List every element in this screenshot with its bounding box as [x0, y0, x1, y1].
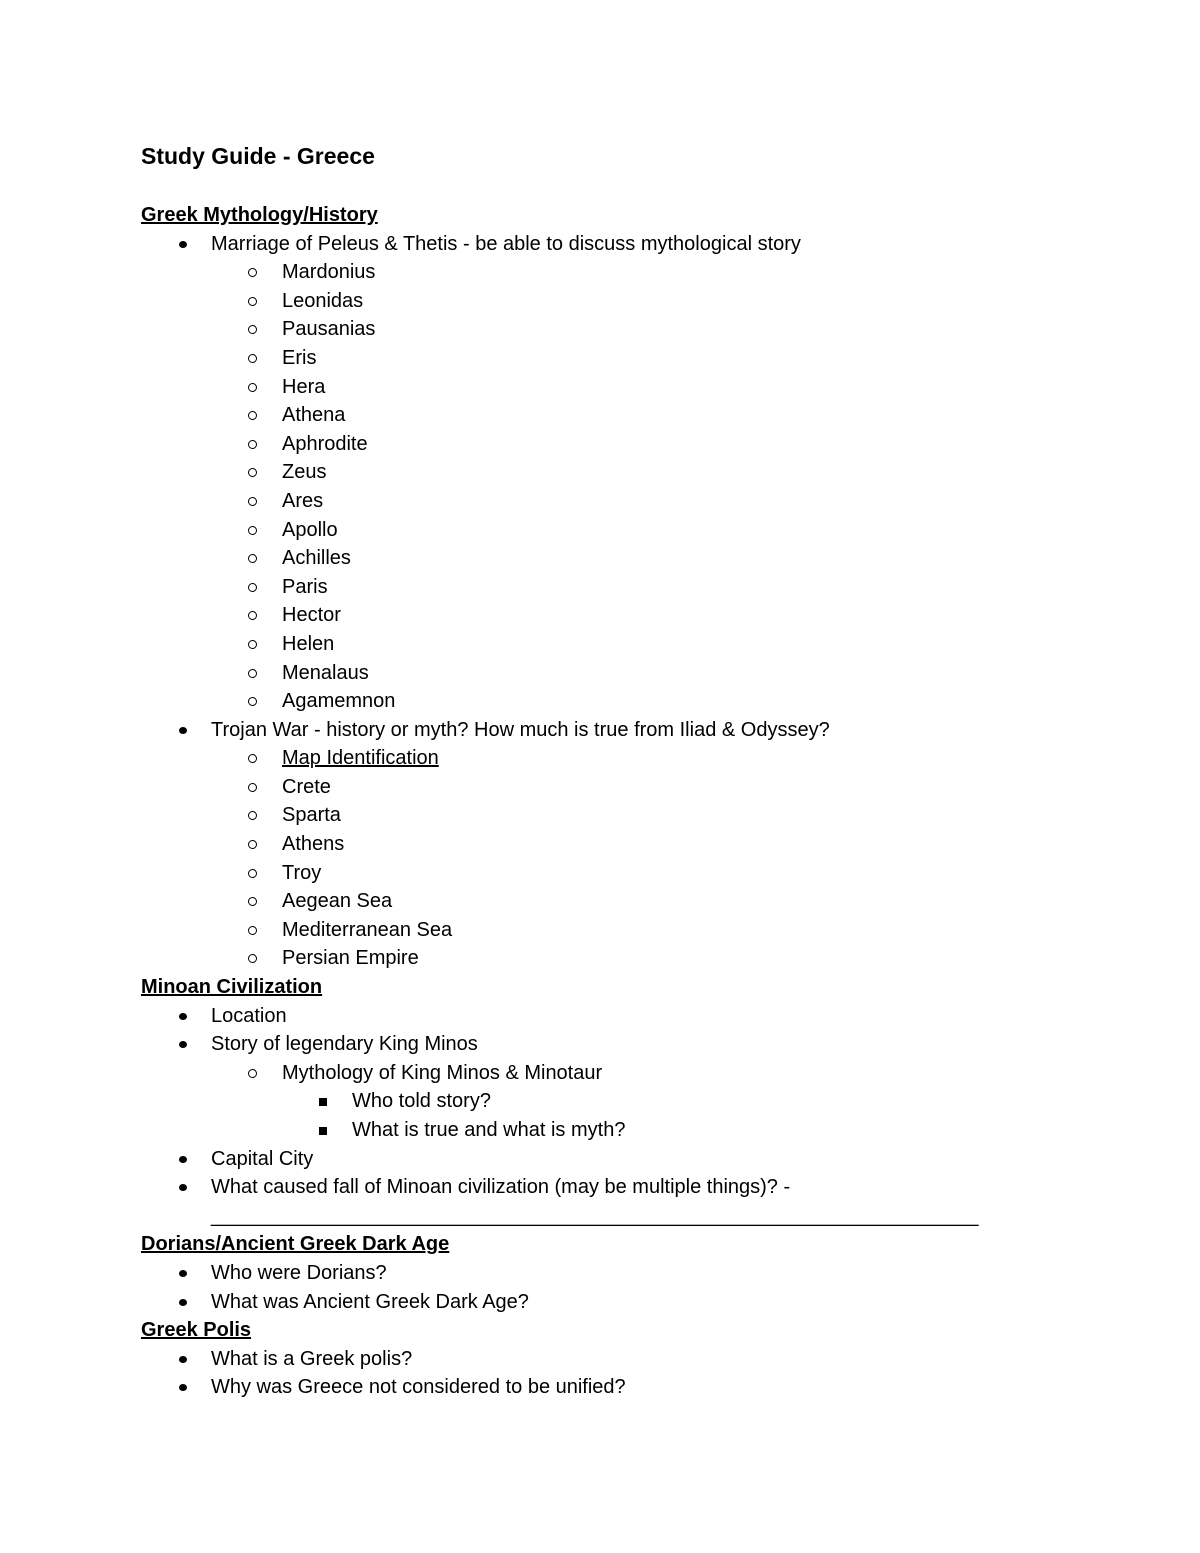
- bullet-disc-icon: [179, 1184, 187, 1191]
- list-item: Mythology of King Minos & Minotaur: [0, 1059, 1200, 1088]
- bullet-circle-icon: [248, 383, 257, 392]
- bullet-disc-icon: [179, 1156, 187, 1163]
- page-title: Study Guide - Greece: [141, 143, 375, 169]
- list-item: Crete: [0, 773, 1200, 802]
- list-item: Pausanias: [0, 315, 1200, 344]
- bullet-circle-icon: [248, 954, 257, 963]
- list-item: Capital City: [0, 1145, 1200, 1174]
- list-item: Troy: [0, 859, 1200, 888]
- list-item: Hector: [0, 601, 1200, 630]
- list-item: Apollo: [0, 516, 1200, 545]
- list-item: Achilles: [0, 544, 1200, 573]
- list-item: What is a Greek polis?: [0, 1345, 1200, 1374]
- list-item: Trojan War - history or myth? How much is true from Iliad & Odyssey?: [0, 716, 1200, 745]
- section-heading-dorians: Dorians/Ancient Greek Dark Age: [141, 1233, 450, 1256]
- bullet-circle-icon: [248, 754, 257, 763]
- bullet-disc-icon: [179, 1270, 187, 1277]
- list-item: Mardonius: [0, 258, 1200, 287]
- bullet-disc-icon: [179, 727, 187, 734]
- bullet-disc-icon: [179, 1384, 187, 1391]
- list-item: Helen: [0, 630, 1200, 659]
- list-item: Story of legendary King Minos: [0, 1030, 1200, 1059]
- list-item: Paris: [0, 573, 1200, 602]
- bullet-circle-icon: [248, 497, 257, 506]
- bullet-square-icon: [319, 1127, 327, 1135]
- list-item: Eris: [0, 344, 1200, 373]
- bullet-circle-icon: [248, 268, 257, 277]
- bullet-disc-icon: [179, 1041, 187, 1048]
- list-item: What was Ancient Greek Dark Age?: [0, 1288, 1200, 1317]
- bullet-disc-icon: [179, 1299, 187, 1306]
- bullet-circle-icon: [248, 554, 257, 563]
- list-item: What is true and what is myth?: [0, 1116, 1200, 1145]
- bullet-circle-icon: [248, 354, 257, 363]
- list-item: [0, 744, 1200, 773]
- list-item: What caused fall of Minoan civilization (may be multiple things)? -: [0, 1173, 1200, 1202]
- list-item: Aegean Sea: [0, 887, 1200, 916]
- bullet-circle-icon: [248, 811, 257, 820]
- bullet-circle-icon: [248, 583, 257, 592]
- map-identification-heading: Map Identification: [282, 747, 439, 770]
- bullet-square-icon: [319, 1098, 327, 1106]
- bullet-circle-icon: [248, 526, 257, 535]
- bullet-disc-icon: [179, 241, 187, 248]
- list-item: Who told story?: [0, 1087, 1200, 1116]
- bullet-circle-icon: [248, 697, 257, 706]
- list-item: Location: [0, 1002, 1200, 1031]
- bullet-circle-icon: [248, 783, 257, 792]
- bullet-circle-icon: [248, 325, 257, 334]
- list-item: Ares: [0, 487, 1200, 516]
- list-item: Aphrodite: [0, 430, 1200, 459]
- bullet-circle-icon: [248, 611, 257, 620]
- bullet-circle-icon: [248, 440, 257, 449]
- list-item: Agamemnon: [0, 687, 1200, 716]
- list-item: Marriage of Peleus & Thetis - be able to discuss mythological story: [0, 230, 1200, 259]
- list-item: Who were Dorians?: [0, 1259, 1200, 1288]
- bullet-circle-icon: [248, 411, 257, 420]
- list-item: Sparta: [0, 801, 1200, 830]
- section-heading-polis: Greek Polis: [141, 1319, 252, 1342]
- document-body: [0, 201, 1200, 1402]
- list-item: Zeus: [0, 458, 1200, 487]
- bullet-disc-icon: [179, 1356, 187, 1363]
- section-heading-minoan: Minoan Civilization: [141, 976, 323, 999]
- bullet-disc-icon: [179, 1013, 187, 1020]
- bullet-circle-icon: [248, 669, 257, 678]
- answer-blank-line: _____________________________________________________________________: [211, 1204, 979, 1227]
- list-item: Leonidas: [0, 287, 1200, 316]
- list-item: Mediterranean Sea: [0, 916, 1200, 945]
- bullet-circle-icon: [248, 468, 257, 477]
- bullet-circle-icon: [248, 869, 257, 878]
- bullet-circle-icon: [248, 1069, 257, 1078]
- bullet-circle-icon: [248, 297, 257, 306]
- bullet-circle-icon: [248, 897, 257, 906]
- bullet-circle-icon: [248, 840, 257, 849]
- list-item: Persian Empire: [0, 944, 1200, 973]
- section-heading-mythology: Greek Mythology/History: [141, 204, 378, 226]
- list-item: Athena: [0, 401, 1200, 430]
- bullet-circle-icon: [248, 926, 257, 935]
- bullet-circle-icon: [248, 640, 257, 649]
- list-item: Why was Greece not considered to be unified?: [0, 1373, 1200, 1402]
- list-item: Athens: [0, 830, 1200, 859]
- list-item: Menalaus: [0, 659, 1200, 688]
- list-item: Hera: [0, 373, 1200, 402]
